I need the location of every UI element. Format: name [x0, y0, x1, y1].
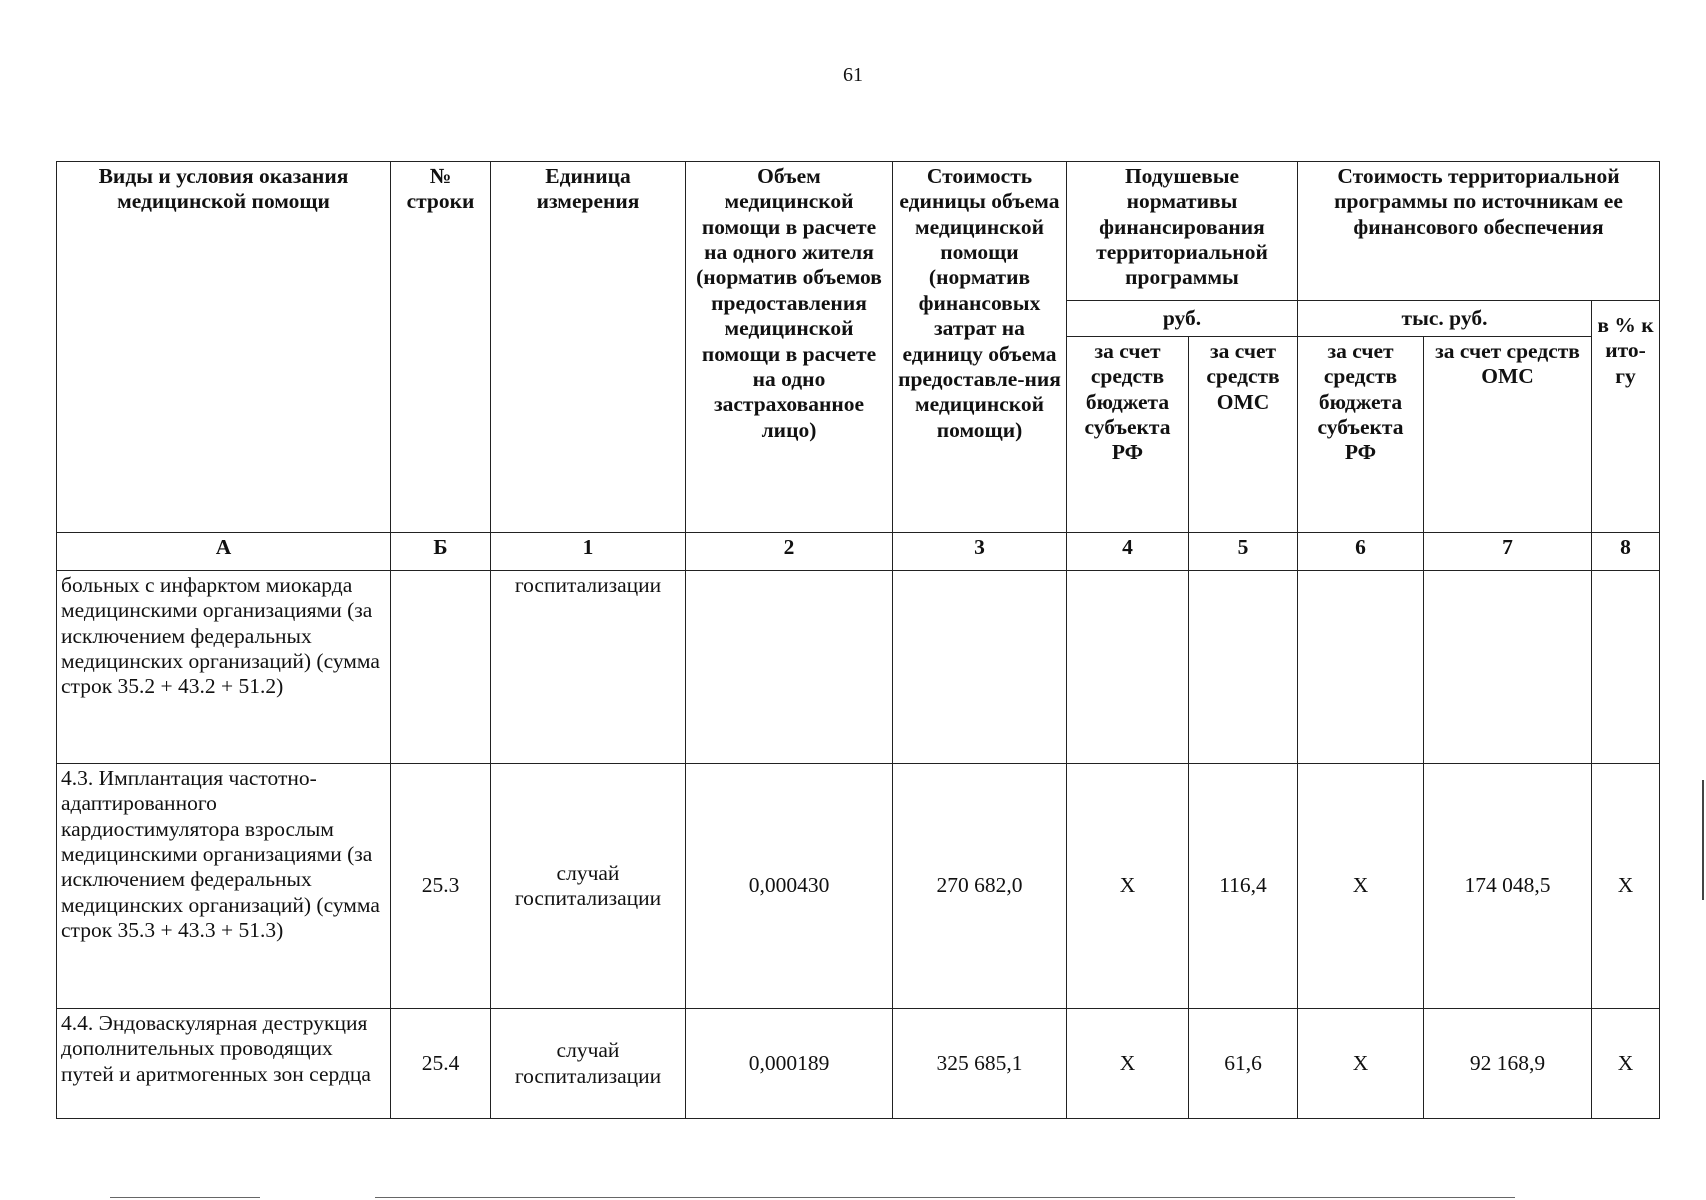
row-budget-thousand: Х [1298, 764, 1424, 1009]
header-program-cost: Стоимость территориальной программы по источникам ее финансового обеспечения [1298, 162, 1660, 301]
header-volume: Объем медицинской помощи в расчете на одного жителя (норматив объемов предоставления медицинской помощи в расчете на одно застрахованное лицо) [686, 162, 893, 533]
column-index: 1 [491, 533, 686, 571]
row-budget-rub [1067, 571, 1189, 764]
row-unit: случай госпитализации [491, 764, 686, 1009]
scan-edge-mark [1702, 780, 1704, 900]
column-index: Б [391, 533, 491, 571]
row-unit-cost: 325 685,1 [893, 1009, 1067, 1119]
column-index: 3 [893, 533, 1067, 571]
row-percent [1592, 571, 1660, 764]
row-volume: 0,000430 [686, 764, 893, 1009]
row-percent: Х [1592, 764, 1660, 1009]
header-rub: руб. [1067, 301, 1298, 337]
row-line-number [391, 571, 491, 764]
row-volume [686, 571, 893, 764]
table-row [57, 571, 1660, 764]
header-unit: Единица измерения [491, 162, 686, 533]
row-care-type: 4.4. Эндоваскулярная деструкция дополнительных проводящих путей и аритмогенных зон сердца [57, 1009, 391, 1119]
scan-edge-line [110, 1197, 260, 1198]
column-index: А [57, 533, 391, 571]
column-index: 4 [1067, 533, 1189, 571]
row-oms-thousand: 92 168,9 [1424, 1009, 1592, 1119]
column-index-row [57, 533, 1660, 571]
column-index: 6 [1298, 533, 1424, 571]
row-unit: случай госпитализации [491, 1009, 686, 1119]
row-budget-rub: Х [1067, 1009, 1189, 1119]
row-line-number: 25.3 [391, 764, 491, 1009]
column-index: 7 [1424, 533, 1592, 571]
row-oms-rub [1189, 571, 1298, 764]
page-number: 61 [843, 64, 863, 86]
scan-edge-line [375, 1197, 1515, 1198]
row-care-type: 4.3. Имплантация частотно-адаптированного кардиостимулятора взрослым медицинскими организациями (за исключением федеральных медицинских организаций) (сумма строк 35.3 + 43.3 + 51.3) [57, 764, 391, 1009]
row-budget-thousand: Х [1298, 1009, 1424, 1119]
row-oms-thousand [1424, 571, 1592, 764]
row-oms-rub: 61,6 [1189, 1009, 1298, 1119]
row-oms-thousand: 174 048,5 [1424, 764, 1592, 1009]
column-index: 8 [1592, 533, 1660, 571]
header-unit-cost: Стоимость единицы объема медицинской помощи (норматив финансовых затрат на единицу объема предоставле-ния медицинской помощи) [893, 162, 1067, 533]
row-budget-rub: Х [1067, 764, 1189, 1009]
header-percent-of-total: в % к ито-гу [1592, 301, 1660, 533]
header-per-capita-standards: Подушевые нормативы финансирования территориальной программы [1067, 162, 1298, 301]
table-row [57, 1009, 1660, 1119]
header-budget-rub: за счет средств бюджета субъекта РФ [1067, 337, 1189, 533]
table-row [57, 764, 1660, 1009]
financing-table [56, 161, 1660, 1119]
header-oms-rub: за счет средств ОМС [1189, 337, 1298, 533]
row-percent: Х [1592, 1009, 1660, 1119]
header-budget-thousand: за счет средств бюджета субъекта РФ [1298, 337, 1424, 533]
header-oms-thousand: за счет средств ОМС [1424, 337, 1592, 533]
row-unit-cost: 270 682,0 [893, 764, 1067, 1009]
header-line-number: № строки [391, 162, 491, 533]
row-oms-rub: 116,4 [1189, 764, 1298, 1009]
row-budget-thousand [1298, 571, 1424, 764]
column-index: 2 [686, 533, 893, 571]
row-unit-cost [893, 571, 1067, 764]
row-volume: 0,000189 [686, 1009, 893, 1119]
column-index: 5 [1189, 533, 1298, 571]
header-care-types: Виды и условия оказания медицинской помощи [57, 162, 391, 533]
header-thousand-rub: тыс. руб. [1298, 301, 1592, 337]
row-unit: госпитализации [491, 571, 686, 764]
row-line-number: 25.4 [391, 1009, 491, 1119]
row-care-type: больных с инфарктом миокарда медицинскими организациями (за исключением федеральных медицинских организаций) (сумма строк 35.2 + 43.2 + 51.2) [57, 571, 391, 764]
